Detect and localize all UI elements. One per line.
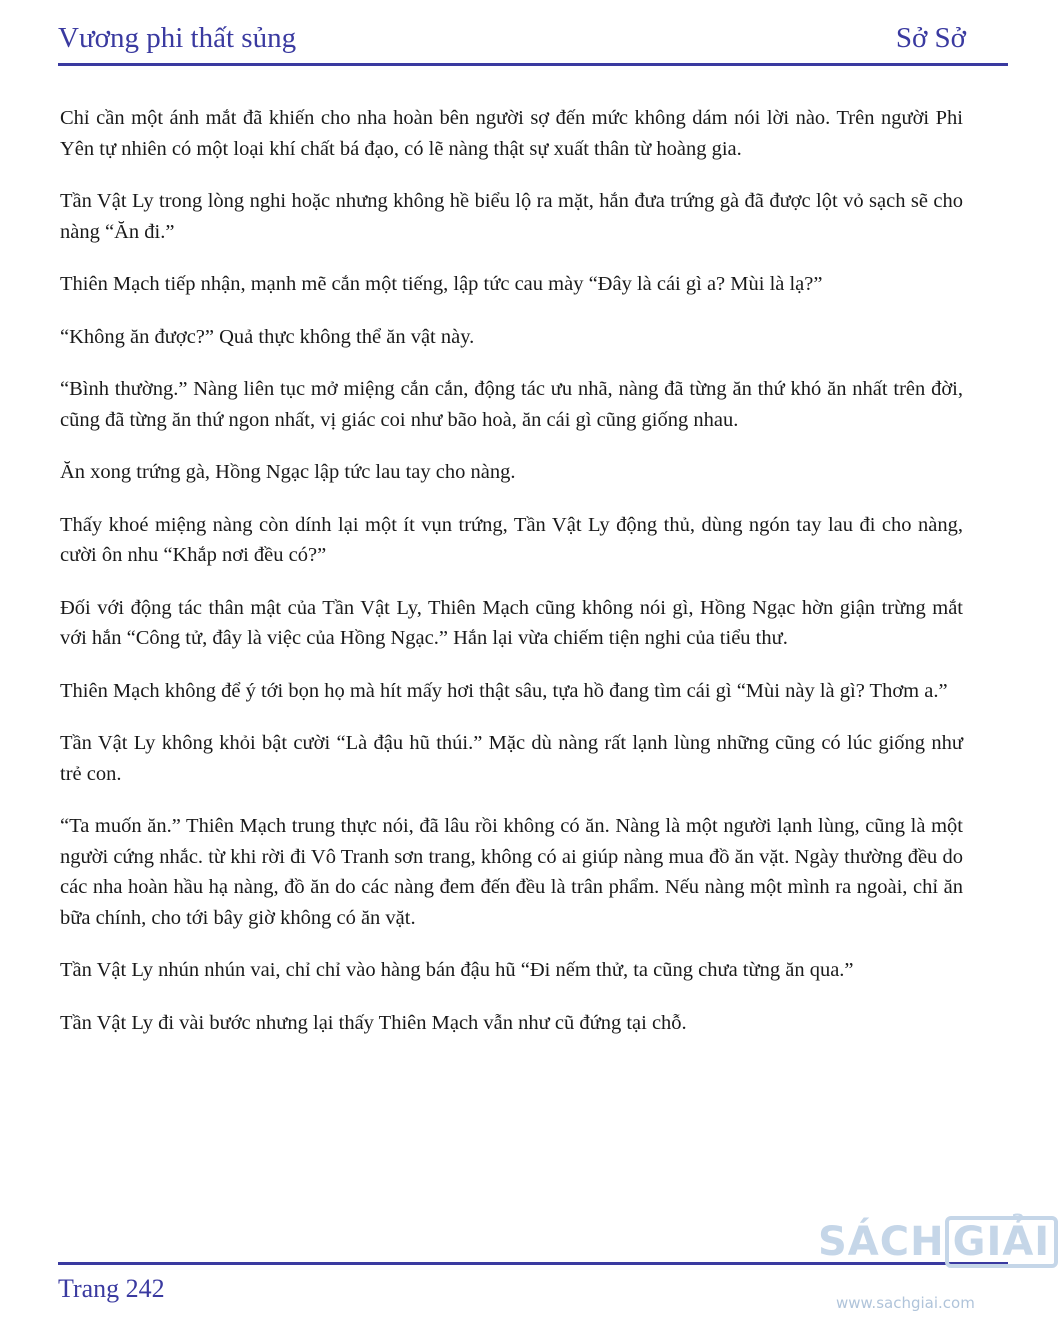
paragraph: Ăn xong trứng gà, Hồng Ngạc lập tức lau tay cho nàng.	[60, 461, 516, 483]
page-number: Trang 242	[58, 1274, 165, 1303]
paragraph: Chỉ cần một ánh mắt đã khiến cho nha hoàn bên người sợ đến mức không dám nói lời nào. Trên người Phi Yên tự nhiên có một loại khí chất bá đạo, có lẽ nàng thật sự xuất thân từ hoàng gia.	[60, 107, 963, 160]
watermark-logo-part1: SÁCH	[818, 1219, 945, 1265]
header-divider	[58, 63, 1008, 66]
paragraph: Đối với động tác thân mật của Tần Vật Ly, Thiên Mạch cũng không nói gì, Hồng Ngạc hờn giận trừng mắt với hắn “Công tử, đây là việc của Hồng Ngạc.” Hắn lại vừa chiếm tiện nghi của tiểu thư.	[60, 596, 963, 649]
paragraph: Tần Vật Ly đi vài bước nhưng lại thấy Thiên Mạch vẫn như cũ đứng tại chỗ.	[60, 1011, 687, 1034]
watermark-logo-text	[818, 1216, 1058, 1268]
paragraph: “Bình thường.” Nàng liên tục mở miệng cắn cắn, động tác ưu nhã, nàng đã từng ăn thứ khó ăn nhất trên đời, cũng đã từng ăn thứ ngon nhất, vị giác coi như bão hoà, ăn cái gì cũng giống nhau.	[60, 378, 963, 431]
paragraph: “Ta muốn ăn.” Thiên Mạch trung thực nói, đã lâu rồi không có ăn. Nàng là một người lạnh lùng, cũng là một người cứng nhắc. từ khi rời đi Vô Tranh sơn trang, không có ai giúp nàng mua đồ ăn vặt. Ngày thường đều do các nha hoàn hầu hạ nàng, đồ ăn do các nàng đem đến đều là trân phẩm. Nếu nàng một mình ra ngoài, chỉ ăn bữa chính, cho tới bây giờ không có ăn vặt.	[60, 815, 963, 929]
paragraph: Thiên Mạch tiếp nhận, mạnh mẽ cắn một tiếng, lập tức cau mày “Đây là cái gì a? Mùi là lạ?”	[60, 273, 823, 295]
author-name: Sở Sở	[895, 22, 966, 54]
watermark-url: www.sachgiai.com	[836, 1294, 975, 1312]
paragraph: Tần Vật Ly trong lòng nghi hoặc nhưng không hề biểu lộ ra mặt, hắn đưa trứng gà đã được lột vỏ sạch sẽ cho nàng “Ăn đi.”	[60, 190, 963, 243]
paragraph: Thấy khoé miệng nàng còn dính lại một ít vụn trứng, Tần Vật Ly động thủ, dùng ngón tay lau đi cho nàng, cười ôn nhu “Khắp nơi đều có?”	[60, 513, 963, 566]
watermark-logo	[818, 1216, 1051, 1316]
page-header	[0, 0, 1024, 68]
paragraph: “Không ăn được?” Quả thực không thể ăn vật này.	[60, 325, 475, 348]
paragraph: Thiên Mạch không để ý tới bọn họ mà hít mấy hơi thật sâu, tựa hồ đang tìm cái gì “Mùi này là gì? Thơm a.”	[60, 679, 948, 702]
watermark-logo-part2: GIẢI	[945, 1216, 1058, 1268]
paragraph: Tần Vật Ly nhún nhún vai, chỉ chỉ vào hàng bán đậu hũ “Đi nếm thử, ta cũng chưa từng ăn qua.”	[60, 959, 854, 981]
paragraph: Tần Vật Ly không khỏi bật cười “Là đậu hũ thúi.” Mặc dù nàng rất lạnh lùng những cũng có lúc giống như trẻ con.	[60, 732, 963, 785]
page-body	[60, 103, 963, 1060]
book-title: Vương phi thất sủng	[58, 22, 297, 54]
